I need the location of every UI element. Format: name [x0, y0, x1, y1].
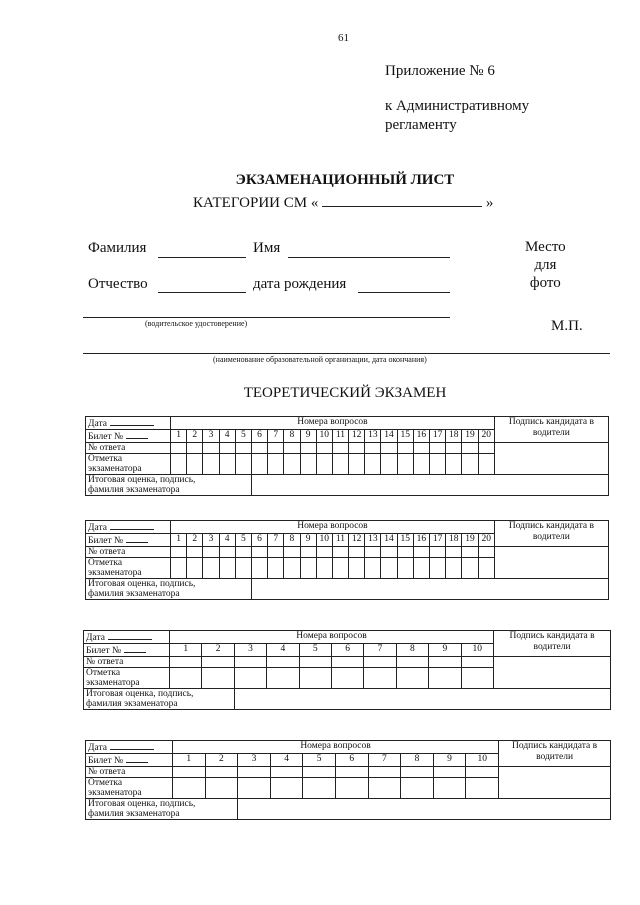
answer-cell[interactable]	[335, 767, 368, 778]
question-number: 6	[331, 644, 363, 657]
signature-cell[interactable]	[494, 547, 608, 579]
answer-cell[interactable]	[332, 547, 348, 558]
final-grade-line-2: фамилия экзаменатора	[86, 699, 178, 709]
final-grade-label	[86, 799, 238, 820]
examiner-mark-line-1: Отметка	[88, 454, 123, 464]
exam-table	[85, 520, 609, 600]
answer-cell[interactable]	[381, 547, 397, 558]
mark-cell[interactable]	[251, 558, 267, 579]
mark-cell[interactable]	[300, 454, 316, 475]
answer-cell[interactable]	[364, 657, 396, 668]
question-number: 8	[396, 644, 428, 657]
appendix-reference-2: регламенту	[385, 117, 457, 133]
final-grade-line-2: фамилия экзаменатора	[88, 589, 180, 599]
final-grade-field[interactable]	[251, 579, 608, 600]
answer-cell[interactable]	[268, 547, 284, 558]
question-number: 14	[381, 534, 397, 547]
mark-cell[interactable]	[203, 454, 219, 475]
question-number: 11	[332, 534, 348, 547]
answer-number-label: № ответа	[84, 657, 170, 668]
question-number: 15	[397, 534, 413, 547]
mark-cell[interactable]	[413, 558, 429, 579]
answer-cell[interactable]	[446, 547, 462, 558]
mark-cell[interactable]	[462, 454, 478, 475]
mark-cell[interactable]	[365, 454, 381, 475]
answer-cell[interactable]	[270, 767, 303, 778]
ticket-field[interactable]	[86, 534, 171, 547]
question-number: 4	[267, 644, 299, 657]
question-number: 4	[270, 754, 303, 767]
question-number: 6	[251, 430, 267, 443]
surname-blank	[158, 257, 246, 258]
question-number: 17	[430, 534, 446, 547]
examiner-mark-line-1: Отметка	[86, 668, 121, 678]
candidate-signature[interactable]: Подпись кандидата в водители	[499, 741, 611, 767]
answer-cell[interactable]	[429, 657, 461, 668]
question-number: 9	[429, 644, 461, 657]
ticket-field[interactable]	[84, 644, 170, 657]
answer-cell[interactable]	[381, 443, 397, 454]
answer-cell[interactable]	[430, 443, 446, 454]
page-number: 61	[338, 32, 349, 44]
question-number: 10	[466, 754, 499, 767]
mark-cell[interactable]	[401, 778, 434, 799]
answer-cell[interactable]	[430, 547, 446, 558]
mark-cell[interactable]	[171, 558, 187, 579]
question-number: 4	[219, 430, 235, 443]
mark-cell[interactable]	[429, 668, 461, 689]
question-number: 7	[268, 430, 284, 443]
category-blank	[322, 195, 482, 207]
photo-placeholder	[525, 238, 566, 292]
question-number: 3	[203, 534, 219, 547]
examiner-mark-label	[86, 558, 171, 579]
mark-cell[interactable]	[332, 558, 348, 579]
answer-cell[interactable]	[446, 443, 462, 454]
mark-cell[interactable]	[187, 558, 203, 579]
question-number: 3	[238, 754, 271, 767]
appendix-number: Приложение № 6	[385, 63, 495, 79]
appendix-reference: к Административному	[385, 98, 530, 114]
answer-cell[interactable]	[365, 547, 381, 558]
question-number: 9	[300, 430, 316, 443]
answer-cell[interactable]	[433, 767, 466, 778]
patronymic-label: Отчество	[88, 276, 148, 292]
mark-cell[interactable]	[300, 558, 316, 579]
mark-cell[interactable]	[267, 668, 299, 689]
question-number: 7	[364, 644, 396, 657]
answer-cell[interactable]	[251, 547, 267, 558]
license-blank	[83, 317, 450, 318]
answer-cell[interactable]	[203, 443, 219, 454]
answer-cell[interactable]	[368, 767, 401, 778]
final-grade-label	[86, 579, 252, 600]
answer-cell[interactable]	[349, 443, 365, 454]
question-number: 2	[202, 644, 234, 657]
mark-cell[interactable]	[170, 668, 202, 689]
ticket-field[interactable]	[86, 754, 173, 767]
mark-cell[interactable]	[446, 454, 462, 475]
answer-cell[interactable]	[397, 547, 413, 558]
questions-header: Номера вопросов	[170, 631, 494, 644]
answer-cell[interactable]	[251, 443, 267, 454]
mark-cell[interactable]	[251, 454, 267, 475]
answer-cell[interactable]	[349, 547, 365, 558]
document-title: ЭКЗАМЕНАЦИОННЫЙ ЛИСТ	[235, 172, 455, 188]
question-number: 9	[433, 754, 466, 767]
final-grade-label	[84, 689, 235, 710]
answer-cell[interactable]	[462, 547, 478, 558]
question-number: 11	[332, 430, 348, 443]
question-number: 1	[170, 644, 202, 657]
answer-cell[interactable]	[462, 443, 478, 454]
signature-cell[interactable]	[499, 767, 611, 799]
mark-cell[interactable]	[466, 778, 499, 799]
mark-cell[interactable]	[430, 454, 446, 475]
answer-cell[interactable]	[202, 657, 234, 668]
mark-cell[interactable]	[461, 668, 494, 689]
stamp-label: М.П.	[551, 318, 583, 334]
answer-cell[interactable]	[478, 443, 494, 454]
mark-cell[interactable]	[203, 558, 219, 579]
question-number: 6	[251, 534, 267, 547]
date-blank	[108, 631, 152, 640]
date-label: Дата	[88, 743, 107, 753]
question-number: 18	[446, 534, 462, 547]
answer-number-label: № ответа	[86, 547, 171, 558]
answer-cell[interactable]	[413, 547, 429, 558]
mark-cell[interactable]	[171, 454, 187, 475]
examiner-mark-line-2: экзаменатора	[86, 678, 140, 688]
exam-table	[85, 416, 609, 496]
mark-cell[interactable]	[396, 668, 428, 689]
mark-cell[interactable]	[364, 668, 396, 689]
ticket-blank	[126, 430, 148, 439]
date-label: Дата	[88, 419, 107, 429]
answer-cell[interactable]	[234, 657, 266, 668]
name-label: Имя	[253, 240, 281, 256]
answer-cell[interactable]	[267, 657, 299, 668]
mark-cell[interactable]	[219, 558, 235, 579]
date-label: Дата	[86, 633, 105, 643]
question-number: 6	[335, 754, 368, 767]
answer-cell[interactable]	[316, 443, 332, 454]
mark-cell[interactable]	[234, 668, 266, 689]
mark-cell[interactable]	[284, 454, 300, 475]
mark-cell[interactable]	[462, 558, 478, 579]
answer-cell[interactable]	[331, 657, 363, 668]
question-number: 15	[397, 430, 413, 443]
answer-cell[interactable]	[316, 547, 332, 558]
questions-header: Номера вопросов	[173, 741, 499, 754]
question-number: 2	[205, 754, 238, 767]
answer-cell[interactable]	[401, 767, 434, 778]
question-number: 13	[365, 430, 381, 443]
answer-cell[interactable]	[461, 657, 494, 668]
mark-cell[interactable]	[446, 558, 462, 579]
candidate-signature[interactable]: Подпись кандидата в водители	[494, 417, 608, 443]
candidate-signature[interactable]: Подпись кандидата в водители	[494, 631, 611, 657]
mark-cell[interactable]	[433, 778, 466, 799]
mark-cell[interactable]	[316, 558, 332, 579]
organization-blank	[83, 353, 610, 354]
examiner-mark-line-2: экзаменатора	[88, 568, 142, 578]
examiner-mark-line-2: экзаменатора	[88, 788, 142, 798]
exam-table	[85, 740, 611, 820]
question-number: 4	[219, 534, 235, 547]
question-number: 19	[462, 430, 478, 443]
question-number: 17	[430, 430, 446, 443]
answer-cell[interactable]	[235, 443, 251, 454]
mark-cell[interactable]	[238, 778, 271, 799]
mark-cell[interactable]	[381, 558, 397, 579]
mark-cell[interactable]	[335, 778, 368, 799]
answer-cell[interactable]	[219, 547, 235, 558]
answer-cell[interactable]	[238, 767, 271, 778]
answer-number-label: № ответа	[86, 443, 171, 454]
mark-cell[interactable]	[368, 778, 401, 799]
birth-date-label: дата рождения	[253, 276, 347, 292]
examiner-mark-label	[86, 454, 171, 475]
section-title: ТЕОРЕТИЧЕСКИЙ ЭКЗАМЕН	[243, 385, 447, 401]
answer-cell[interactable]	[284, 547, 300, 558]
answer-cell[interactable]	[478, 547, 494, 558]
answer-cell[interactable]	[299, 657, 331, 668]
answer-cell[interactable]	[413, 443, 429, 454]
final-grade-label	[86, 475, 252, 496]
question-number: 12	[349, 430, 365, 443]
organization-caption: (наименование образовательной организации, дата окончания)	[213, 355, 427, 364]
mark-cell[interactable]	[235, 558, 251, 579]
mark-cell[interactable]	[397, 454, 413, 475]
category-line	[193, 195, 493, 212]
mark-cell[interactable]	[284, 558, 300, 579]
answer-cell[interactable]	[397, 443, 413, 454]
mark-cell[interactable]	[349, 558, 365, 579]
answer-cell[interactable]	[365, 443, 381, 454]
ticket-label: Билет №	[88, 756, 124, 766]
question-number: 8	[284, 534, 300, 547]
question-number: 3	[234, 644, 266, 657]
mark-cell[interactable]	[478, 454, 494, 475]
question-number: 1	[171, 430, 187, 443]
final-grade-line-1: Итоговая оценка, подпись,	[86, 689, 194, 699]
ticket-blank	[126, 534, 148, 543]
question-number: 8	[284, 430, 300, 443]
answer-cell[interactable]	[300, 547, 316, 558]
question-number: 16	[413, 534, 429, 547]
mark-cell[interactable]	[316, 454, 332, 475]
answer-cell[interactable]	[268, 443, 284, 454]
answer-cell[interactable]	[284, 443, 300, 454]
question-number: 14	[381, 430, 397, 443]
mark-cell[interactable]	[235, 454, 251, 475]
question-number: 1	[171, 534, 187, 547]
question-number: 13	[365, 534, 381, 547]
questions-header: Номера вопросов	[171, 417, 495, 430]
answer-cell[interactable]	[170, 657, 202, 668]
answer-cell[interactable]	[466, 767, 499, 778]
question-number: 2	[187, 534, 203, 547]
question-number: 3	[203, 430, 219, 443]
final-grade-line-1: Итоговая оценка, подпись,	[88, 475, 196, 485]
answer-cell[interactable]	[187, 443, 203, 454]
ticket-label: Билет №	[86, 646, 122, 656]
date-blank	[110, 521, 154, 530]
question-number: 5	[299, 644, 331, 657]
date-blank	[110, 741, 154, 750]
mark-cell[interactable]	[187, 454, 203, 475]
ticket-label: Билет №	[88, 536, 124, 546]
patronymic-blank	[158, 292, 246, 293]
final-grade-field[interactable]	[234, 689, 610, 710]
exam-table	[83, 630, 611, 710]
mark-cell[interactable]	[430, 558, 446, 579]
question-number: 18	[446, 430, 462, 443]
question-number: 5	[235, 534, 251, 547]
question-number: 10	[316, 430, 332, 443]
answer-cell[interactable]	[332, 443, 348, 454]
candidate-signature[interactable]: Подпись кандидата в водители	[494, 521, 608, 547]
ticket-blank	[126, 754, 148, 763]
category-prefix: КАТЕГОРИИ СМ «	[193, 195, 319, 211]
final-grade-field[interactable]	[251, 475, 608, 496]
answer-cell[interactable]	[173, 767, 206, 778]
mark-cell[interactable]	[268, 454, 284, 475]
final-grade-line-2: фамилия экзаменатора	[88, 485, 180, 495]
final-grade-line-1: Итоговая оценка, подпись,	[88, 799, 196, 809]
mark-cell[interactable]	[365, 558, 381, 579]
question-number: 7	[368, 754, 401, 767]
category-suffix: »	[485, 195, 494, 211]
date-field[interactable]	[86, 741, 173, 754]
surname-label: Фамилия	[88, 240, 147, 256]
mark-cell[interactable]	[202, 668, 234, 689]
question-number: 10	[461, 644, 494, 657]
name-blank	[288, 257, 450, 258]
examiner-mark-line-1: Отметка	[88, 558, 123, 568]
mark-cell[interactable]	[268, 558, 284, 579]
final-grade-line-1: Итоговая оценка, подпись,	[88, 579, 196, 589]
license-caption: (водительское удостоверение)	[145, 319, 248, 328]
examiner-mark-label	[84, 668, 170, 689]
question-number: 16	[413, 430, 429, 443]
appendix-header	[385, 62, 529, 135]
mark-cell[interactable]	[331, 668, 363, 689]
mark-cell[interactable]	[205, 778, 238, 799]
answer-cell[interactable]	[171, 547, 187, 558]
question-number: 20	[478, 430, 494, 443]
answer-number-label: № ответа	[86, 767, 173, 778]
question-number: 5	[235, 430, 251, 443]
question-number: 7	[268, 534, 284, 547]
answer-cell[interactable]	[171, 443, 187, 454]
ticket-blank	[124, 644, 146, 653]
date-blank	[110, 417, 154, 426]
photo-line-1: Место	[525, 239, 566, 255]
mark-cell[interactable]	[270, 778, 303, 799]
date-label: Дата	[88, 523, 107, 533]
mark-cell[interactable]	[397, 558, 413, 579]
examiner-mark-line-1: Отметка	[88, 778, 123, 788]
question-number: 9	[300, 534, 316, 547]
date-field[interactable]	[86, 417, 171, 430]
final-grade-field[interactable]	[238, 799, 611, 820]
signature-cell[interactable]	[494, 657, 611, 689]
answer-cell[interactable]	[219, 443, 235, 454]
mark-cell[interactable]	[303, 778, 336, 799]
answer-cell[interactable]	[187, 547, 203, 558]
photo-line-3: фото	[529, 275, 561, 291]
answer-cell[interactable]	[396, 657, 428, 668]
final-grade-line-2: фамилия экзаменатора	[88, 809, 180, 819]
birth-date-blank	[358, 292, 450, 293]
ticket-field[interactable]	[86, 430, 171, 443]
date-field[interactable]	[84, 631, 170, 644]
mark-cell[interactable]	[381, 454, 397, 475]
answer-cell[interactable]	[205, 767, 238, 778]
mark-cell[interactable]	[332, 454, 348, 475]
answer-cell[interactable]	[203, 547, 219, 558]
question-number: 10	[316, 534, 332, 547]
answer-cell[interactable]	[303, 767, 336, 778]
mark-cell[interactable]	[173, 778, 206, 799]
mark-cell[interactable]	[413, 454, 429, 475]
answer-cell[interactable]	[300, 443, 316, 454]
question-number: 19	[462, 534, 478, 547]
answer-cell[interactable]	[235, 547, 251, 558]
questions-header: Номера вопросов	[171, 521, 495, 534]
question-number: 12	[349, 534, 365, 547]
question-number: 5	[303, 754, 336, 767]
examiner-mark-label	[86, 778, 173, 799]
photo-line-2: для	[534, 257, 557, 273]
question-number: 2	[187, 430, 203, 443]
mark-cell[interactable]	[219, 454, 235, 475]
question-number: 8	[401, 754, 434, 767]
mark-cell[interactable]	[349, 454, 365, 475]
examiner-mark-line-2: экзаменатора	[88, 464, 142, 474]
signature-cell[interactable]	[494, 443, 608, 475]
question-number: 1	[173, 754, 206, 767]
mark-cell[interactable]	[478, 558, 494, 579]
date-field[interactable]	[86, 521, 171, 534]
mark-cell[interactable]	[299, 668, 331, 689]
question-number: 20	[478, 534, 494, 547]
ticket-label: Билет №	[88, 432, 124, 442]
